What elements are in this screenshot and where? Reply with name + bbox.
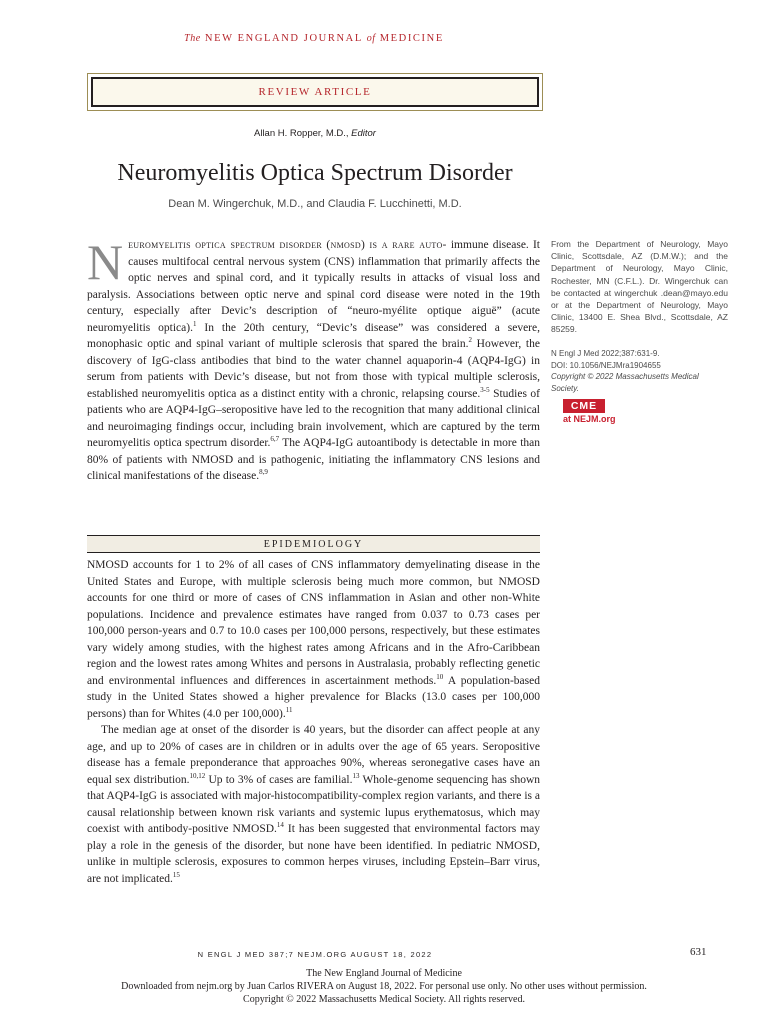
citation-copyright-text: Copyright © 2022 Massachusetts Medical Society.: [551, 372, 699, 393]
journal-header-the: The: [184, 33, 201, 44]
reference-sup: 15: [172, 870, 180, 879]
citation-journal: N Engl J Med 2022;387:631-9.: [551, 349, 660, 358]
reference-sup: 3-5: [480, 385, 490, 394]
drop-cap: N: [87, 234, 124, 290]
article-type-banner: [87, 73, 543, 111]
para-text: A population-based study in the United States showed a higher prevalence for Blacks (13.0 cases per 100,000 persons) than for Whites (4.0 per 100,000).: [87, 674, 540, 720]
section-heading-bar: [87, 535, 540, 553]
reference-sup: 2: [468, 336, 472, 345]
para-text: Whole-genome sequencing has shown that AQP4-IgG is associated with major-histocompatibility-complex region variants, and there is a causal relationship between known risk variants and systemic lupus erythematosus, which may coexist with antibody-positive NMOSD.: [87, 773, 541, 835]
cme-link[interactable]: at NEJM.org: [563, 414, 616, 424]
running-footer: N ENGL J MED 387;7 NEJM.ORG AUGUST 18, 2022: [197, 950, 433, 959]
intro-text-4: Studies of patients who are AQP4-IgG–seropositive have led to the recognition that many additional clinical and neuroimaging findings occur, including brain involvement, which are captured by the term neuromyelitis optica spectrum disorder.: [87, 387, 540, 449]
cme-badge[interactable]: CME: [563, 399, 605, 413]
journal-header: [90, 33, 538, 44]
journal-header-medicine: MEDICINE: [379, 33, 444, 44]
reference-sup: 8,9: [259, 468, 268, 477]
reference-sup: 14: [276, 821, 284, 830]
citation-doi[interactable]: DOI: 10.1056/NEJMra1904655: [551, 360, 661, 370]
reference-sup: 13: [352, 771, 360, 780]
download-copyright: Copyright © 2022 Massachusetts Medical Society. All rights reserved.: [243, 994, 525, 1005]
para-text: NMOSD accounts for 1 to 2% of all cases of CNS inflammatory demyelinating disease in the United States and Europe, with multiple sclerosis being much more common, but NMOSD accounts for one third or more of cases of CNS inflammation in Asian and other non-White populations. Incidence and prevalence estimates have ranged from 0.037 to 0.73 cases per 100,000 person-years and 0.7 to 10.0 cases per 100,000 persons, respectively, but these estimates vary widely among studies, with the highest rates among Africans and in the Afro-Caribbean region and the lowest rates among Whites and persons in Australasia, probably reflecting genetic and environmental influences and differences in ascertainment methods.: [87, 559, 540, 687]
citation-block: [551, 348, 728, 394]
intro-text-3: However, the discovery of IgG-class antibodies that bind to the water channel aquaporin-4 (AQP4-IgG) in serum from patients with Devic’s disease, but not from those with typical multiple sclerosis, established neuromyelitis optica as a distinct entity with a chronic, relapsing course.: [87, 338, 540, 400]
intro-text-5: The AQP4-IgG autoantibody is detectable in more than 80% of patients with NMOSD and is pathogenic, initiating the inflammatory CNS lesions and clinical manifestations of the disease.: [87, 437, 540, 482]
citation-copyright: [551, 371, 728, 394]
reference-sup: 10,12: [189, 771, 206, 780]
page-number: 631: [690, 946, 707, 958]
intro-lead-text: euromyelitis optica spectrum disorder (nmosd) is a rare auto-: [128, 239, 447, 251]
download-journal: The New England Journal of Medicine: [306, 968, 462, 979]
editor-role: Editor: [351, 128, 376, 139]
journal-header-of: of: [366, 33, 376, 44]
editor-line: [87, 128, 543, 139]
reference-sup: 1: [192, 319, 197, 328]
epidemiology-paragraph-1: [87, 557, 540, 722]
download-notice: [0, 967, 768, 1006]
reference-sup: 10: [436, 672, 444, 681]
intro-text-2: In the 20th century, “Devic’s disease” was considered a severe, monophasic optic and spinal variant of multiple sclerosis that spared the brain.: [87, 321, 540, 350]
section-heading: EPIDEMIOLOGY: [263, 538, 364, 550]
editor-name: Allan H. Ropper, M.D.,: [254, 128, 349, 139]
reference-sup: 6,7: [270, 435, 280, 444]
author-list: Dean M. Wingerchuk, M.D., and Claudia F. Lucchinetti, M.D.: [168, 198, 462, 210]
epidemiology-paragraph-2: [87, 722, 540, 887]
article-type-banner-inner: [91, 77, 539, 107]
reference-sup: 11: [285, 705, 293, 714]
author-affiliation: From the Department of Neurology, Mayo Clinic, Scottsdale, AZ (D.M.W.); and the Department of Neurology, Mayo Clinic, Rochester, MN (C.F.L.). Dr. Wingerchuk can be contacted at wingerchuk .dean@mayo.edu or at the Department of Neurology, Mayo Clinic, 13400 E. Shea Blvd., Scottsdale, AZ 85259.: [551, 239, 728, 335]
para-text: Up to 3% of cases are familial.: [205, 773, 353, 786]
intro-text-1: immune disease. It causes multifocal central nervous system (CNS) inflammation that primarily affects the optic nerves and spinal cord, and it typically results in attacks of visual loss and paralysis. Associations between optic nerve and spinal cord disease were noted in the 19th century, especially after Devic’s description of “neuro-myélite optique aiguë” (acute neuromyelitis optica).: [87, 239, 540, 334]
para-text: It has been suggested that environmental factors may play a role in the genesis of the disorder, but none have been identified. In pediatric NMOSD, unlike in multiple sclerosis, exposures to common herpes viruses, including Epstein–Barr virus, are not implicated.: [87, 823, 541, 885]
article-type-label: REVIEW ARTICLE: [258, 86, 372, 98]
download-info: Downloaded from nejm.org by Juan Carlos RIVERA on August 18, 2022. For personal use only. No other uses without permission.: [121, 981, 647, 992]
para-text: The median age at onset of the disorder is 40 years, but the disorder can affect people at any age, and up to 20% of cases are in children or in adults over the age of 65 years. Seropositive disease has a female preponderance that approaches 90%, whereas seronegative cases have an equal sex distribution.: [87, 724, 540, 786]
epidemiology-section: [87, 557, 540, 887]
intro-paragraph: [87, 234, 540, 485]
article-title: Neuromyelitis Optica Spectrum Disorder: [117, 160, 513, 186]
journal-header-new-england: NEW ENGLAND JOURNAL: [204, 33, 363, 44]
